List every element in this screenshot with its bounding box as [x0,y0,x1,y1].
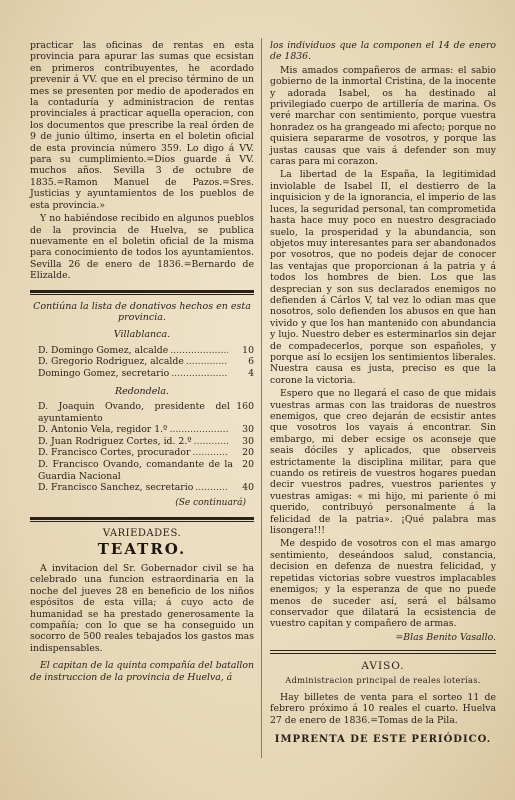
teatro-paragraph: A invitacion del Sr. Gobernador civil se ha celebrado una funcion estraordinaria en la noche del jueves 28 en beneficio de los niños espósitos de esta villa; á cuyo acto de humanidad se ha prestado generosamente la compañía; con lo que se ha conseguido un socorro de 500 reales tebajados los gastos mas indispensables. [30,562,254,654]
speech-paragraph: Me despido de vosotros con el mas amargo sentimiento, deseándoos salud, constancia, decision en defenza de nuestra felicidad, y repetidas victorias sobre vuestros implacables enemigos; y la esperanza de que no puede menos de suceder así, será el bálsamo conservador que dilatará la ecsistencia de vuestro capitan y compañero de armas. [270,538,496,630]
speech-paragraph: Mis amados compañeros de armas: el sabio gobierno de la inmortal Cristina, de la inocente y adorada Isabel, os ha destinado al privilegiado cuerpo de artillería de marina. Os veré marchar con sentimiento, porque vuestra honradez os ha grangeado mi afecto; porque no quisiera separarme de vosotros, y porque las justas causas que vais á defender son muy caras para mi corazon. [270,64,496,168]
speech-signature: =Blas Benito Vasallo. [395,631,496,643]
donation-row [30,459,254,482]
section-rule [30,290,254,295]
donation-amount: 10 [242,344,254,356]
speech-paragraph: Espero que no llegará el caso de que midais vuestras armas con las traidoras de nuestros enemigos, que creo dejarán de ecsistir antes que vosotros los vayais á encontrar. Sin embargo, mi deber ecsige os aconseje que seais dóciles y aplicados, que observeis estrictamente la disciplina militar, para que cuando os retireis de vuestros hogares puedan decir vuestros padres, vuestros parientes y vuestras amigas: « mi hijo, mi pariente ó mi querido, contribuyó personalmente á la felicidad de la patria». ¡Qué palabra mas lisongera!!! [270,388,496,537]
left-column [30,40,254,685]
imprenta-footer: IMPRENTA DE ESTE PERIÓDICO. [274,734,492,746]
donation-row [30,436,254,448]
captain-heading-cont: los individuos que la componen el 14 de enero de 1836. [270,40,496,63]
column-divider [261,38,262,758]
donations-title: Contiúna la lista de donativos hechos en esta provincia. [33,300,251,323]
aviso-title: AVISO. [361,660,405,673]
donor-name: D. Francisco Ovando, comandante de la Guardia Nacional [38,458,233,482]
publication-notice: Y no habiéndose recibido en algunos pueblos de la provincia de Huelva, se publica nuevamente en el boletin oficial de la misma para conocimiento de todos los ayuntamientos. Sevilla 26 de enero de 1836.=Bernardo de Elizalde. [30,213,254,282]
donation-amount: 30 [242,424,254,436]
donor-name: D. Domingo Gomez, alcalde [38,344,169,356]
donation-row [30,482,254,494]
section-rule [30,517,254,522]
donor-name: D. Antonio Vela, regidor 1.º [38,424,168,436]
donation-row [30,356,254,368]
continue-note: (Se continuará) [175,497,246,508]
variedades-title: VARIEDADES. [102,528,182,540]
donor-name: Domingo Gomez, secretario [38,367,170,379]
donation-row [30,424,254,436]
donor-name: D. Francisco Cortes, procurador [38,447,191,459]
donation-amount: 30 [242,435,254,447]
aviso-subtitle: Administracion principal de reales loterías. [285,674,481,685]
town-villablanca: Villablanca. [113,329,171,341]
donor-name: D. Juan Rodriguez Cortes, id. 2.º [38,435,192,447]
donation-amount: 6 [248,356,254,368]
intro-paragraph: practicar las oficinas de rentas en esta provincia para apurar las sumas que ecsistan en primeros contribuyentes, he acordado prevenir á VV. que en el preciso término de un mes se presenten por medio de apoderados en la contaduría y administracion de rentas provinciales á practicar aquella operacion, con los documentos que prescribe la real órden de 9 de junio último, inserta en el boletin oficial de esta provincia número 359. Lo digo á VV. para su cumplimiento.=Dios guarde á VV. muchos años. Sevilla 3 de octubre de 1835.=Ramon Manuel de Pazos.=Sres. Justicias y ayuntamientos de los pueblos de esta provincia.» [30,40,254,211]
section-rule [270,650,496,654]
captain-heading: El capitan de la quinta compañía del batallon de instruccion de la provincia de Huelva, á [30,660,254,683]
town-redondela: Redondela. [114,385,170,397]
aviso-paragraph: Hay billetes de venta para el sorteo 11 de febrero próximo á 10 reales el cuarto. Huelva 27 de enero de 1836.=Tomas de la Pila. [270,691,496,726]
donor-name: D. Joaquin Ovando, presidente del ayuntamiento [38,400,230,424]
donation-amount: 20 [242,447,254,459]
donation-row [30,447,254,459]
donation-amount: 20 [242,458,254,470]
speech-paragraph: La libertad de la España, la legitimidad inviolable de Isabel II, el destierro de la inquisicion y de la ignorancia, el imperio de las luces, la seguridad personal, tan comprometida hasta hace muy poco en nuestro desgraciado suelo, la prosperidad y la abundancia, son objetos muy interesantes para ser abandonados por vosotros, que no podeis dejar de conocer las ventajas que proporcionan á la patria y á todos los hombres de bien. Los que las desprecian y son sus declarados enemigos no defienden á Cárlos V, tal vez lo odian mas que nosotros, solo defienden los abusos en que han vivido y que los han mantenido con abundancia y lujo. Nuestro deber es esterminarlos sin dejar de compadecerlos, porque son españoles, y porque así lo ecsijen los sentimientos liberales. Nuestra causa es justa, preciso es que la corone la victoria. [270,169,496,386]
donation-amount: 160 [236,400,254,412]
donation-row [30,368,254,380]
donation-row [30,401,254,424]
donor-name: D. Gregorio Rodriguez, alcalde [38,356,184,368]
donation-amount: 4 [248,367,254,379]
teatro-title: TEATRO. [97,539,187,558]
right-column [270,40,496,746]
donor-name: D. Francisco Sanchez, secretario [38,482,194,494]
donation-amount: 40 [242,482,254,494]
donation-row [30,345,254,357]
